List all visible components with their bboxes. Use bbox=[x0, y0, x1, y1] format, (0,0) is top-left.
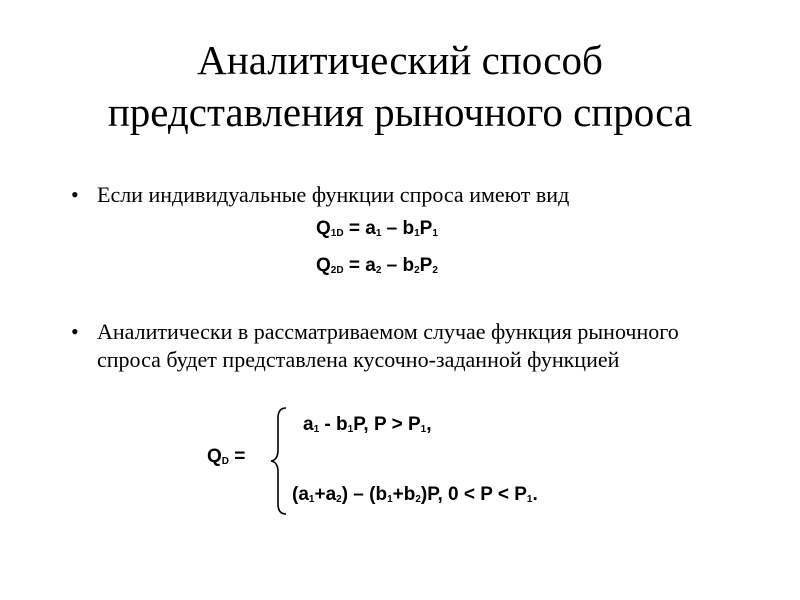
curly-brace-icon bbox=[268, 406, 290, 516]
market-demand-label: $Q_D$ = bbox=[207, 446, 246, 467]
bullet-item-2 bbox=[71, 318, 751, 408]
bullet-marker: • bbox=[71, 319, 79, 344]
title-line-1: Аналитический способ bbox=[197, 37, 603, 83]
title-line-2: представления рыночного спроса bbox=[107, 89, 693, 135]
demand-function-1: $Q_{1D} = a_1 - b_1P_1$ bbox=[316, 218, 438, 239]
bullet-text: Если индивидуальные функции спроса имеют вид bbox=[97, 182, 570, 207]
bullet-item-1 bbox=[71, 181, 751, 211]
slide-title bbox=[0, 34, 800, 138]
bullet-marker: • bbox=[71, 182, 79, 207]
demand-function-2: $Q_{2D} = a_2 - b_2P_2$ bbox=[316, 255, 438, 276]
piecewise-case-2: $(a_1+a_2) - (b_1+b_2)P$, $0 < P < P_1$. bbox=[292, 484, 538, 505]
piecewise-case-1: $a_1 - b_1P$, $P > P_1$, bbox=[303, 414, 432, 435]
bullet-text: Аналитически в рассматриваемом случае функция рыночного спроса будет представлена кусочно-заданной функцией bbox=[97, 319, 679, 372]
